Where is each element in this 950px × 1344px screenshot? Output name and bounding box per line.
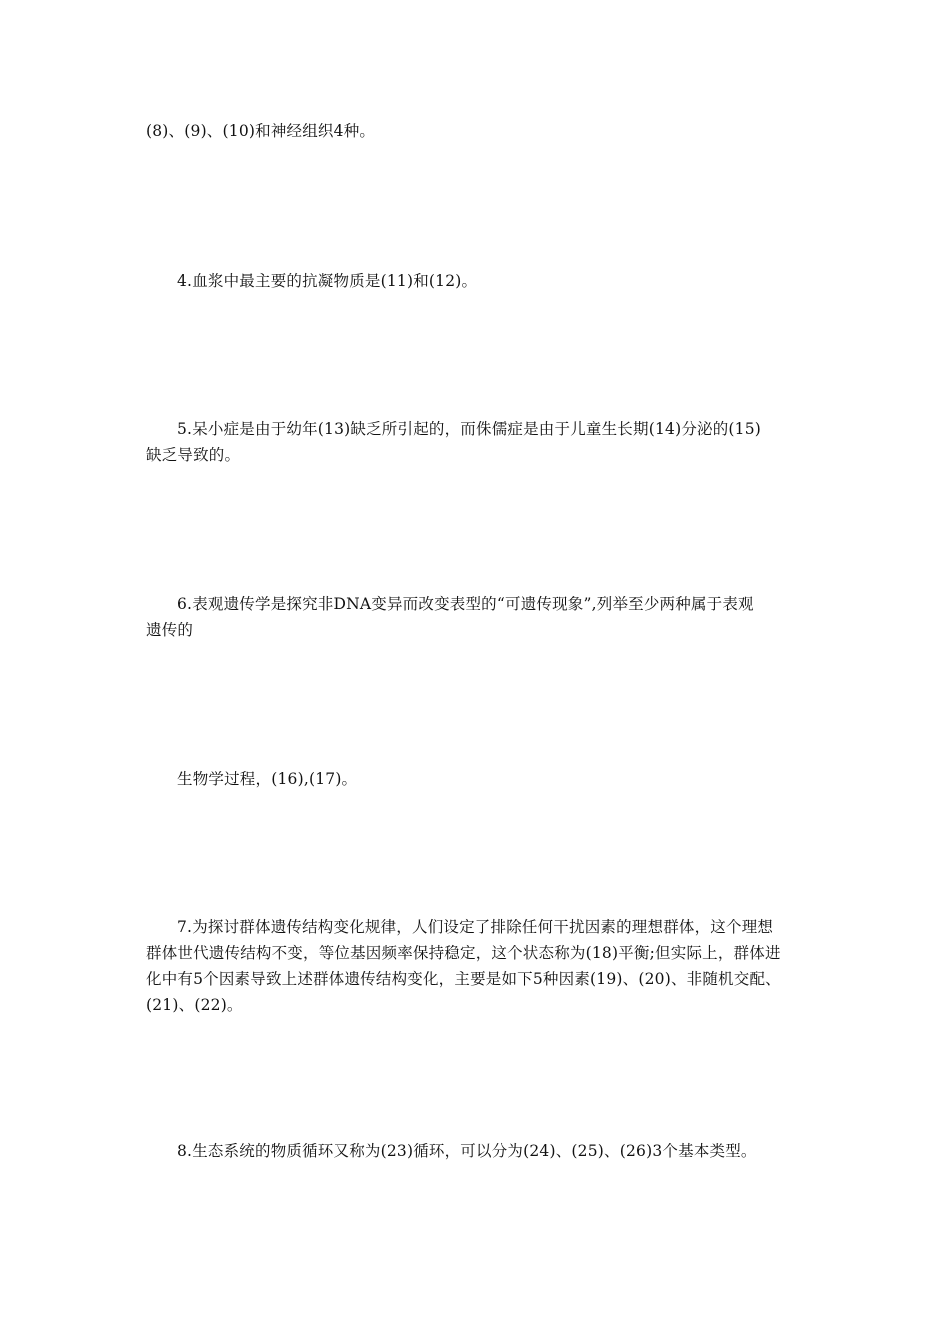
text-line: 遗传的 [146,621,194,639]
text-line: 群体世代遗传结构不变，等位基因频率保持稳定，这个状态称为(18)平衡;但实际上，群体进 [146,944,781,962]
question-5 [146,416,816,468]
question-6-continuation [146,766,816,792]
text-line: 7.为探讨群体遗传结构变化规律，人们设定了排除任何干扰因素的理想群体，这个理想 [177,918,774,936]
text-line: 化中有5个因素导致上述群体遗传结构变化，主要是如下5种因素(19)、(20)、非随机交配、 [146,970,781,988]
text-line: 6.表观遗传学是探究非DNA变异而改变表型的“可遗传现象”,列举至少两种属于表观 [177,595,754,613]
text-line: 8.生态系统的物质循环又称为(23)循环，可以分为(24)、(25)、(26)3个基本类型。 [177,1142,757,1160]
text-line: (21)、(22)。 [146,996,243,1014]
question-4 [146,268,816,294]
question-7 [146,914,816,1018]
question-6 [146,591,816,643]
question-8 [146,1138,816,1164]
text-line: 5.呆小症是由于幼年(13)缺乏所引起的，而侏儒症是由于儿童生长期(14)分泌的(15) [177,420,762,438]
paragraph-tissue-types [146,118,816,144]
text-line: 4.血浆中最主要的抗凝物质是(11)和(12)。 [177,272,478,290]
text-line: (8)、(9)、(10)和神经组织4种。 [146,122,376,140]
text-line: 缺乏导致的。 [146,446,241,464]
text-line: 生物学过程，(16),(17)。 [177,770,358,788]
